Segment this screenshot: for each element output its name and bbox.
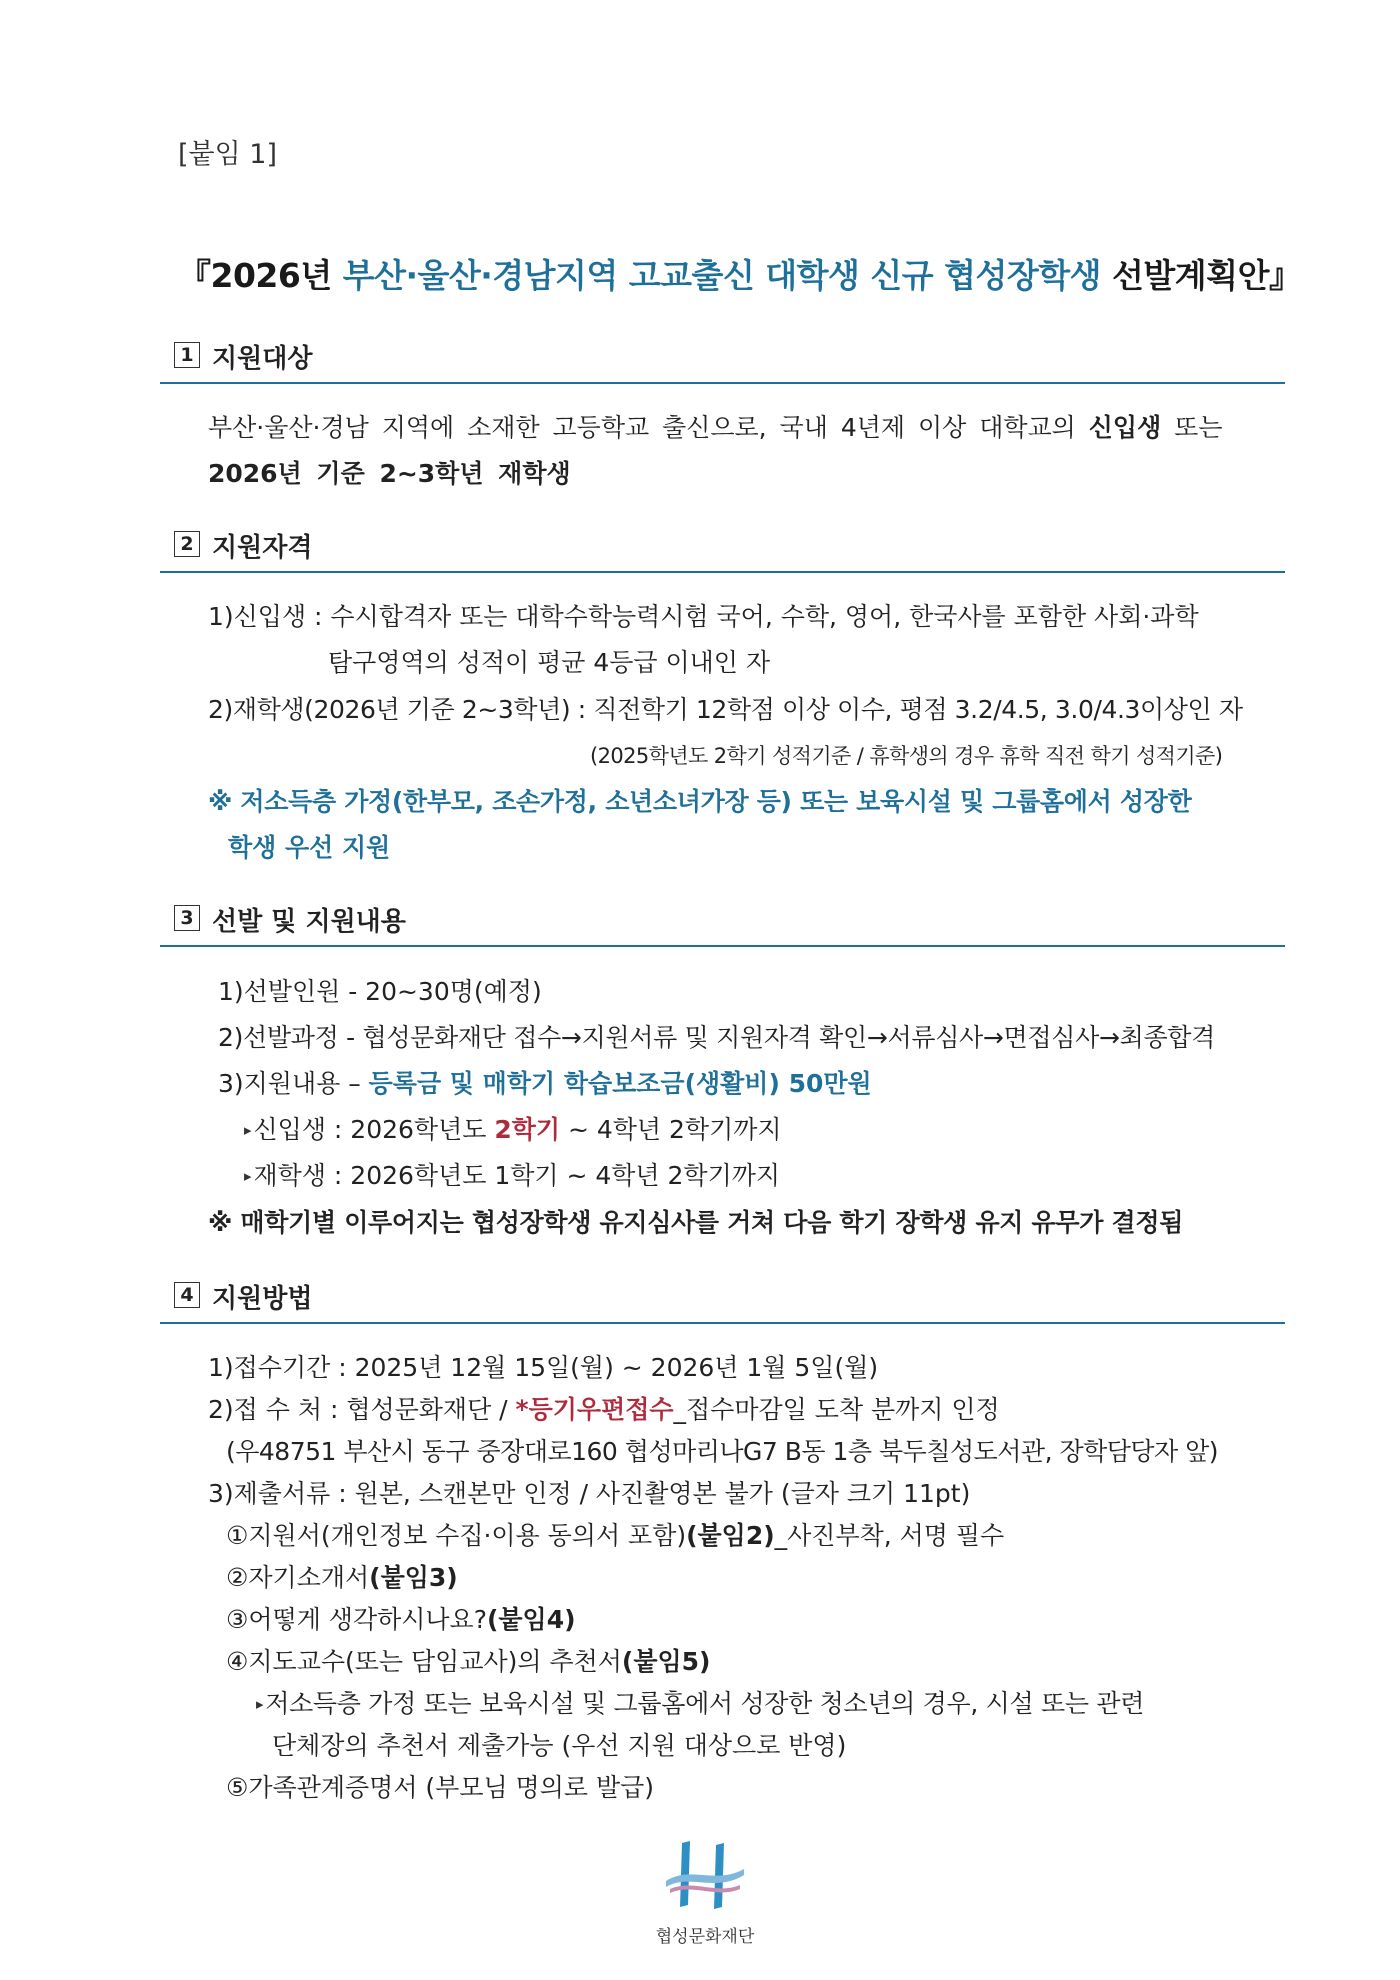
triangle-bullet-icon: ▸ (256, 1695, 264, 1713)
s4-d3-ref: (붙임4) (486, 1605, 576, 1634)
s4-doc-3 (226, 1600, 576, 1636)
title-rest: 선발계획안』 (1101, 256, 1302, 295)
s3-l3-support: 등록금 및 매학기 학습보조금(생활비) 50만원 (368, 1069, 872, 1098)
s3-l4-text: 신입생 : 2026학년도 (253, 1115, 495, 1144)
triangle-bullet-icon: ▸ (244, 1167, 252, 1185)
s4-doc-1 (226, 1516, 1004, 1552)
s3-l5-text: 재학생 : 2026학년도 1학기 ~ 4학년 2학기까지 (253, 1161, 781, 1190)
section-number: 2 (174, 531, 200, 557)
s4-registered-mail: *등기우편접수 (515, 1395, 674, 1424)
foundation-logo-icon (660, 1835, 750, 1915)
section-label: 선발 및 지원내용 (212, 907, 406, 937)
s1-line-2: 2026년 기준 2~3학년 재학생 (208, 459, 571, 488)
s3-line-5 (244, 1156, 780, 1192)
section-header-1 (160, 336, 1285, 384)
section-header-2 (160, 525, 1285, 573)
s3-line-3 (218, 1064, 872, 1100)
s1-text: 부산·울산·경남 지역에 소재한 고등학교 출신으로, 국내 4년제 이상 대학교의 (208, 413, 1089, 442)
s4-d1-post: _사진부착, 서명 필수 (774, 1521, 1005, 1550)
s4-address: (우48751 부산시 동구 중장대로160 협성마리나G7 B동 1층 북두칠성도서관, 장학담당자 앞) (226, 1437, 1219, 1466)
s4-l2-label: 2)접 수 처 : 협성문화재단 / (208, 1395, 516, 1424)
s1-line-1 (208, 408, 1222, 444)
s3-l4-post: ~ 4학년 2학기까지 (560, 1115, 782, 1144)
triangle-bullet-icon: ▸ (244, 1121, 252, 1139)
s4-l2-post: _접수마감일 도착 분까지 인정 (673, 1395, 1000, 1424)
s2-line-2: 탐구영역의 성적이 평균 4등급 이내인 자 (328, 648, 771, 677)
attachment-label: [붙임 1] (178, 139, 277, 170)
s2-line-1: 1)신입생 : 수시합격자 또는 대학수학능력시험 국어, 수학, 영어, 한국사를 포함한 사회·과학 (208, 602, 1199, 631)
foundation-logo-text: 협성문화재단 (655, 1927, 755, 1947)
s4-d2-text: ②자기소개서 (226, 1563, 370, 1592)
s4-line-2 (208, 1390, 1000, 1426)
s2-line-4: (2025학년도 2학기 성적기준 / 휴학생의 경우 휴학 직전 학기 성적기준) (590, 744, 1223, 768)
s4-doc-4 (226, 1642, 710, 1678)
s2-priority-note-2: 학생 우선 지원 (228, 833, 391, 862)
s4-line-1: 1)접수기간 : 2025년 12월 15일(월) ~ 2026년 1월 5일(월) (208, 1353, 879, 1382)
s3-line-1: 1)선발인원 - 20~30명(예정) (218, 977, 542, 1006)
s1-bold-freshman: 신입생 (1088, 413, 1162, 442)
s4-d4-text: ④지도교수(또는 담임교사)의 추천서 (226, 1647, 622, 1676)
s4-d3-text: ③어떻게 생각하시나요? (226, 1605, 487, 1634)
s3-line-2: 2)선발과정 - 협성문화재단 접수→지원서류 및 지원자격 확인→서류심사→면접심사→최종합격 (218, 1023, 1216, 1052)
title-highlight: 부산·울산·경남지역 고교출신 대학생 신규 협성장학생 (342, 256, 1102, 295)
section-label: 지원자격 (212, 533, 313, 563)
document-title (178, 250, 1301, 297)
s4-d4-note1-text: 저소득층 가정 또는 보육시설 및 그룹홈에서 성장한 청소년의 경우, 시설 또는 관련 (265, 1689, 1145, 1718)
s4-d1-text: ①지원서(개인정보 수집·이용 동의서 포함) (226, 1521, 687, 1550)
section-number: 1 (174, 342, 200, 368)
s1-text-post: 또는 (1161, 413, 1223, 442)
s2-line-3: 2)재학생(2026년 기준 2~3학년) : 직전학기 12학점 이상 이수, 평점 3.2/4.5, 3.0/4.3이상인 자 (208, 695, 1243, 724)
s4-d4-ref: (붙임5) (621, 1647, 711, 1676)
s2-priority-note-1: ※ 저소득층 가정(한부모, 조손가정, 소년소녀가장 등) 또는 보육시설 및 그룹홈에서 성장한 (208, 787, 1192, 816)
s4-d1-ref: (붙임2) (686, 1521, 775, 1550)
s4-doc-5: ⑤가족관계증명서 (부모님 명의로 발급) (226, 1773, 655, 1802)
s4-doc-2 (226, 1558, 458, 1594)
s3-l4-semester: 2학기 (494, 1115, 561, 1144)
s3-l3-label: 3)지원내용 – (218, 1069, 369, 1098)
section-label: 지원대상 (212, 344, 313, 374)
section-label: 지원방법 (212, 1284, 313, 1314)
title-open: 『2026년 (178, 256, 343, 295)
s3-note: ※ 매학기별 이루어지는 협성장학생 유지심사를 거쳐 다음 학기 장학생 유지 유무가 결정됨 (208, 1208, 1184, 1237)
s4-line-4: 3)제출서류 : 원본, 스캔본만 인정 / 사진촬영본 불가 (글자 크기 11pt) (208, 1479, 971, 1508)
s4-doc-4-note-2: 단체장의 추천서 제출가능 (우선 지원 대상으로 반영) (272, 1731, 847, 1760)
s3-line-4 (244, 1110, 782, 1146)
s4-d2-ref: (붙임3) (369, 1563, 458, 1592)
section-number: 4 (174, 1282, 200, 1308)
section-number: 3 (174, 905, 200, 931)
s4-doc-4-note-1 (256, 1684, 1144, 1720)
section-header-3 (160, 899, 1285, 947)
section-header-4 (160, 1276, 1285, 1324)
